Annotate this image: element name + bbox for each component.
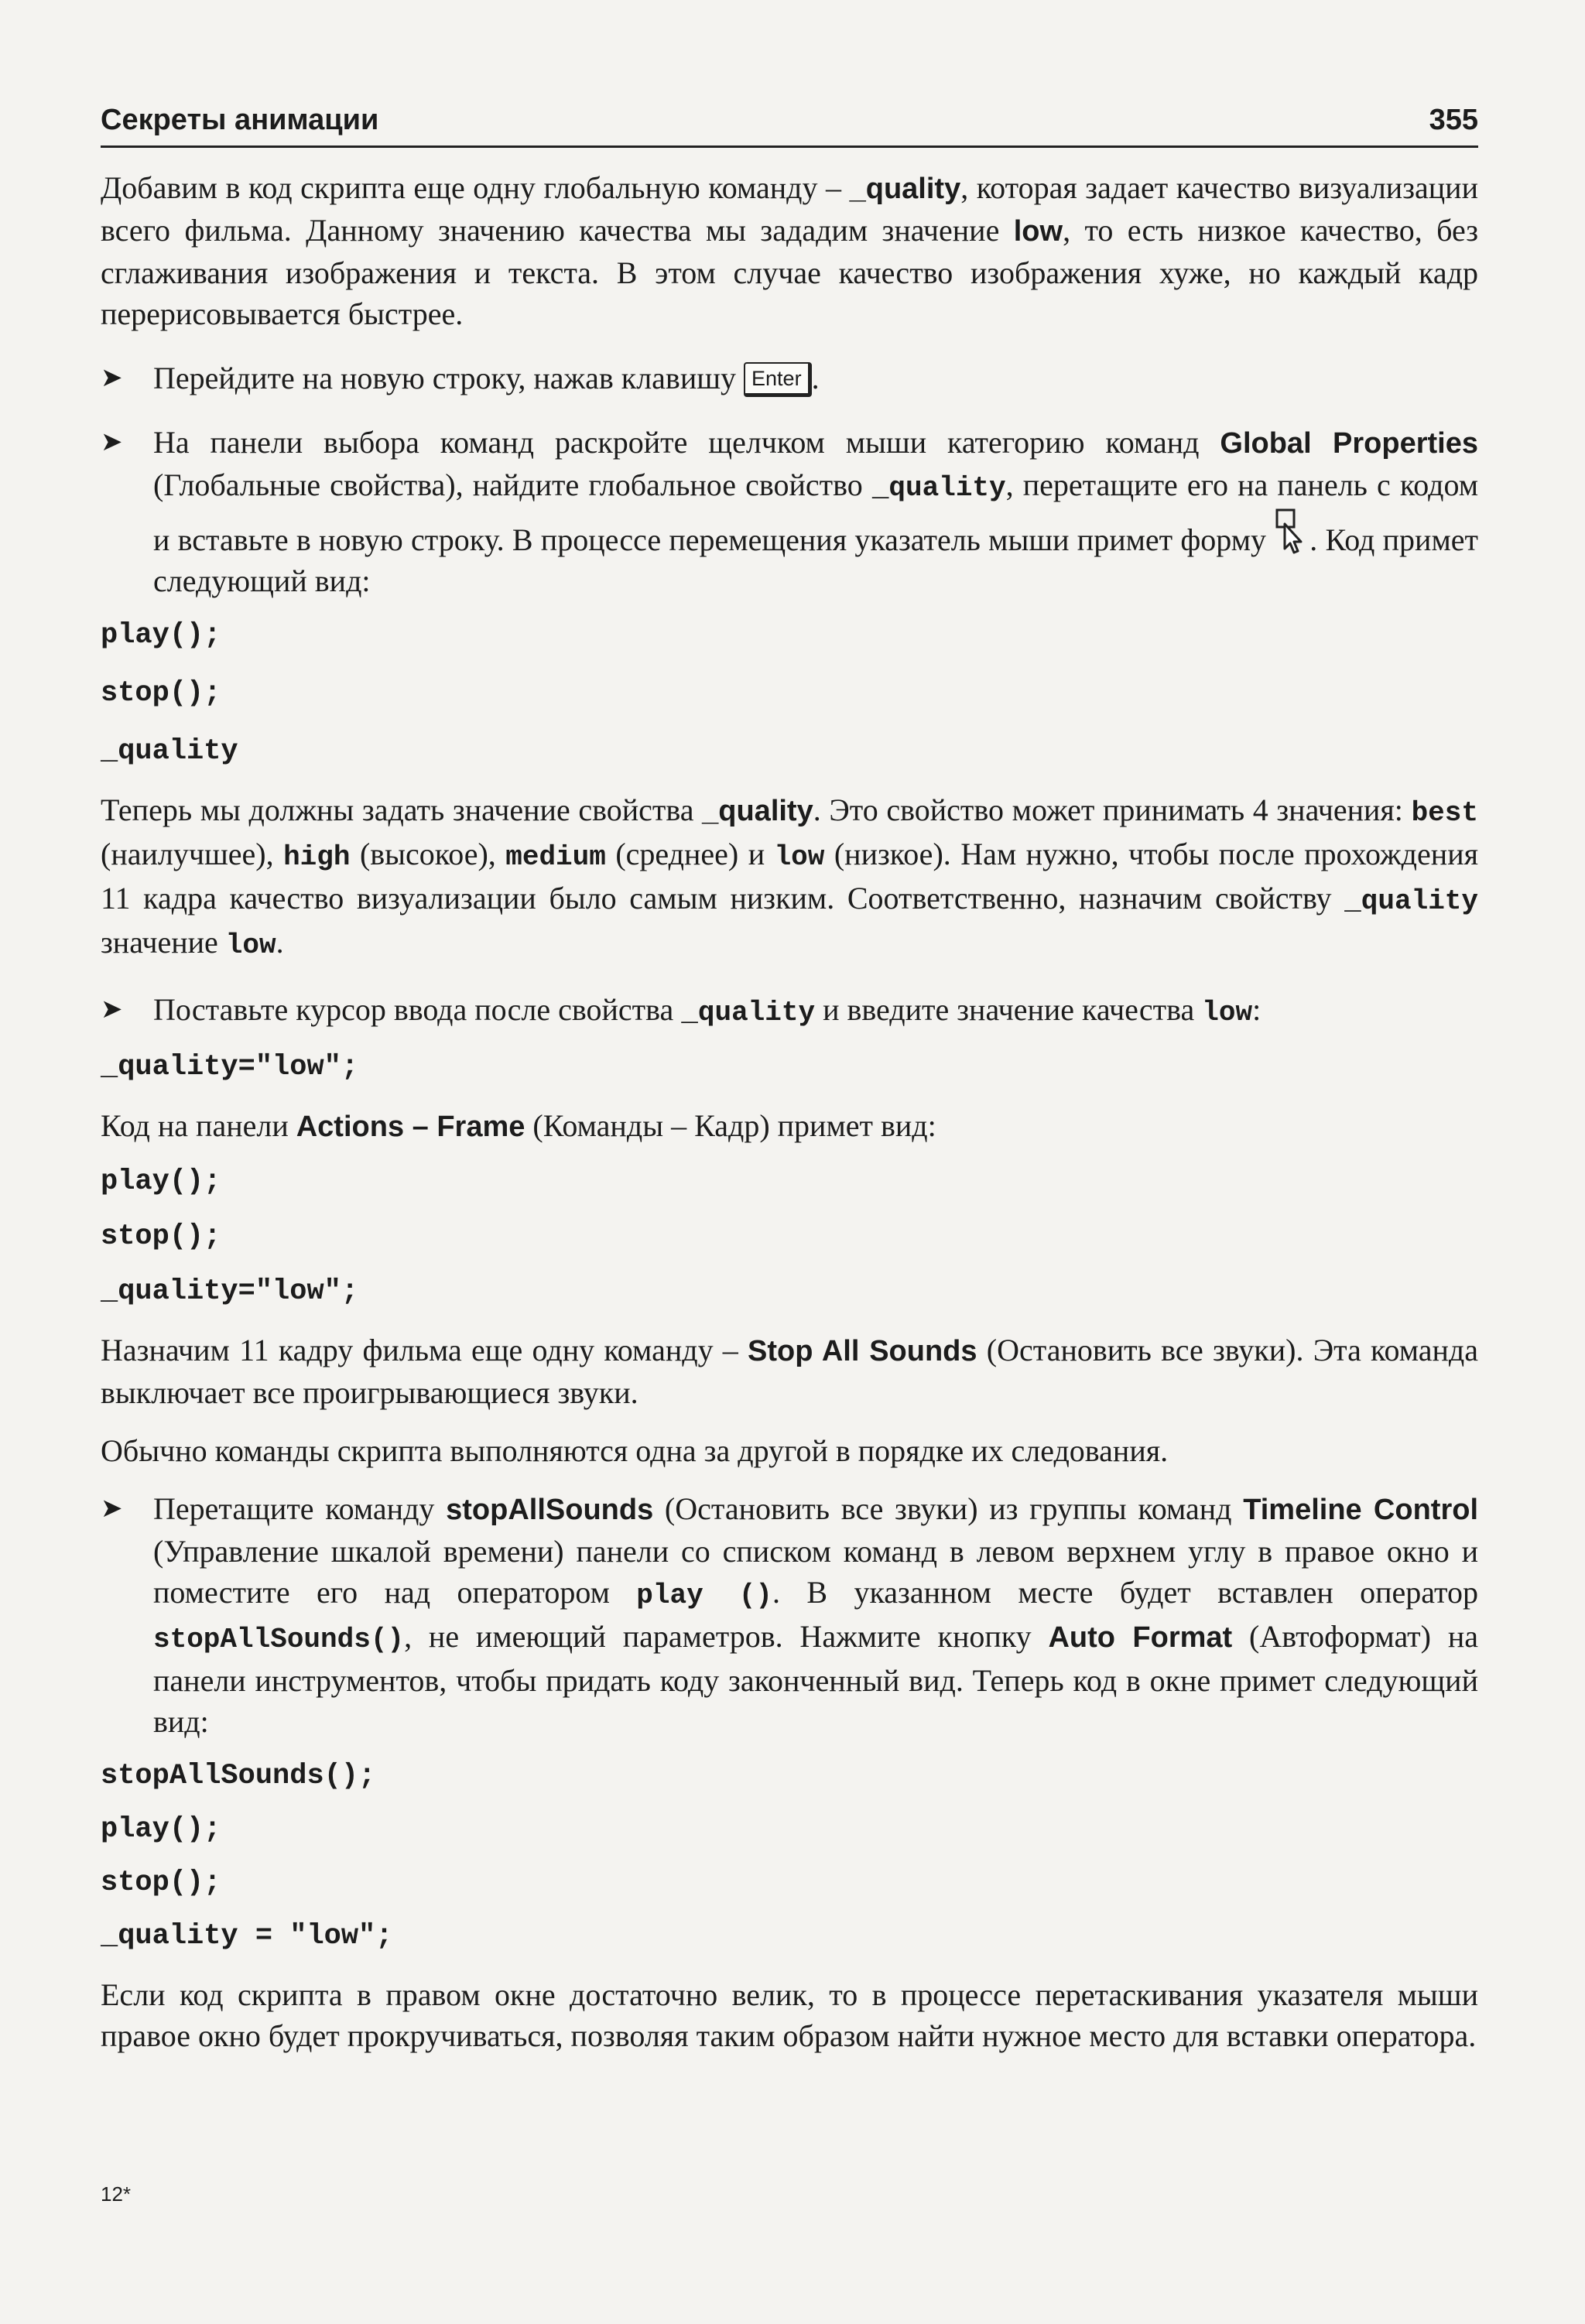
- code-line: _quality="low";: [101, 1275, 359, 1308]
- text: .: [276, 925, 284, 960]
- text: Поставьте курсор ввода после свойства: [153, 992, 682, 1027]
- text: (высокое),: [350, 837, 506, 871]
- code-line: _quality = "low";: [101, 1920, 393, 1953]
- term: _quality: [702, 795, 813, 827]
- bullet-stop-all-sounds: [101, 1488, 1478, 1742]
- term: Actions – Frame: [296, 1111, 525, 1143]
- code-line: _quality="low";: [101, 1051, 359, 1083]
- paragraph-5: Обычно команды скрипта выполняются одна за другой в порядке их следования.: [101, 1433, 1169, 1468]
- code-line: stop();: [101, 677, 221, 710]
- text: , которая задает качество визуализации всего фильма. Данному значению качества мы зададим значение: [101, 170, 1478, 248]
- text: . Это свойство может принимать 4 значения:: [813, 792, 1412, 827]
- text: Перетащите команду: [153, 1491, 447, 1526]
- code-term: stopAllSounds(): [153, 1624, 405, 1655]
- code-line: play();: [101, 1813, 221, 1846]
- drag-copy-cursor-icon: [1274, 508, 1309, 555]
- bullet-arrow-icon: ➤: [101, 1493, 123, 1524]
- code-line: stop();: [101, 1220, 221, 1253]
- text: (низкое). Нам нужно, чтобы после прохождения 11 кадра качество визуализации было самым низким. Соответственно, назначим свойству: [101, 837, 1478, 916]
- text: (Остановить все звуки). Эта команда выключает все проигрывающиеся звуки.: [101, 1333, 1479, 1410]
- paragraph-3: [101, 1105, 1478, 1148]
- code-term: medium: [505, 841, 606, 873]
- code-term: low: [1202, 997, 1253, 1029]
- code-line: _quality: [101, 735, 238, 768]
- term: stopAllSounds: [446, 1494, 654, 1526]
- text: Перейдите на новую строку, нажав клавишу: [153, 361, 745, 395]
- page-number: 355: [1429, 104, 1478, 136]
- text: , то есть низкое качество, без сглаживания изображения и текста. В этом случае качество изображения хуже, но каждый кадр перерисовывается быстрее.: [101, 213, 1479, 331]
- running-header: [101, 101, 1478, 148]
- bullet-global-properties: [101, 422, 1478, 601]
- text: . Код примет следующий вид:: [153, 522, 1479, 598]
- page-body: [101, 167, 1478, 2056]
- text: значение: [101, 925, 226, 960]
- text: Добавим в код скрипта еще одну глобальную команду –: [101, 170, 850, 205]
- text: .: [811, 361, 820, 395]
- text: Назначим 11 кадру фильма еще одну команду –: [101, 1333, 748, 1367]
- text: На панели выбора команд раскройте щелчком мыши категорию команд: [153, 425, 1220, 460]
- enter-key-icon: Enter: [744, 362, 812, 397]
- code-block-1: [101, 615, 1478, 772]
- paragraph-6: Если код скрипта в правом окне достаточно велик, то в процессе перетаскивания указателя мыши правое окно будет прокручиваться, позволяя таким образом найти нужное место для вставки оператора.: [101, 1977, 1478, 2053]
- text: (Команды – Кадр) примет вид:: [525, 1108, 936, 1143]
- paragraph-1: [101, 167, 1478, 334]
- code-term: _quality: [871, 472, 1006, 504]
- code-term: low: [774, 841, 825, 873]
- text: (Управление шкалой времени) панели со списком команд в левом верхнем углу в правое окно и поместите его над оператором: [153, 1534, 1478, 1610]
- bullet-cursor-low: [101, 989, 1478, 1033]
- text: (Остановить все звуки) из группы команд: [653, 1491, 1244, 1526]
- code-term: high: [283, 841, 351, 873]
- code-block-2: [101, 1047, 1478, 1088]
- bullet-arrow-icon: ➤: [101, 362, 123, 393]
- text: . В указанном месте будет вставлен оператор: [772, 1575, 1478, 1610]
- chapter-title: Секреты анимации: [101, 104, 379, 136]
- code-term: best: [1411, 797, 1478, 829]
- code-block-3: [101, 1162, 1478, 1313]
- bullet-enter: [101, 358, 1478, 399]
- code-block-4: [101, 1756, 1478, 1957]
- text: Код на панели: [101, 1108, 296, 1143]
- code-line: play();: [101, 619, 221, 652]
- code-line: stopAllSounds();: [101, 1760, 376, 1792]
- term: _quality: [849, 173, 961, 205]
- term: Timeline Control: [1243, 1494, 1479, 1526]
- text: (наилучшее),: [101, 837, 284, 871]
- code-line: play();: [101, 1165, 221, 1198]
- code-term: _quality: [1344, 885, 1478, 917]
- text: (Автоформат) на панели инструментов, чтобы придать коду законченный вид. Теперь код в окне примет следующий вид:: [153, 1619, 1478, 1739]
- paragraph-4: [101, 1330, 1478, 1413]
- text: , перетащите его на панель с кодом и вставьте в новую строку. В процессе перемещения указатель мыши примет форму: [153, 467, 1479, 557]
- code-term: _quality: [681, 997, 816, 1029]
- term: Global Properties: [1220, 427, 1479, 460]
- text: , не имеющий параметров. Нажмите кнопку: [404, 1619, 1049, 1654]
- signature-mark: 12*: [101, 2182, 132, 2206]
- term: low: [1013, 215, 1063, 248]
- bullet-arrow-icon: ➤: [101, 426, 123, 457]
- code-term: play (): [636, 1580, 772, 1611]
- code-line: stop();: [101, 1867, 221, 1899]
- text: :: [1252, 992, 1261, 1027]
- term: Stop All Sounds: [748, 1335, 977, 1367]
- text: (среднее) и: [605, 837, 775, 871]
- paragraph-2: [101, 789, 1478, 966]
- term: Auto Format: [1048, 1621, 1233, 1654]
- bullet-arrow-icon: ➤: [101, 994, 123, 1025]
- text: Теперь мы должны задать значение свойства: [101, 792, 703, 827]
- code-term: low: [225, 929, 276, 961]
- text: и введите значение качества: [815, 992, 1203, 1027]
- text: (Глобальные свойства), найдите глобальное свойство: [153, 467, 872, 502]
